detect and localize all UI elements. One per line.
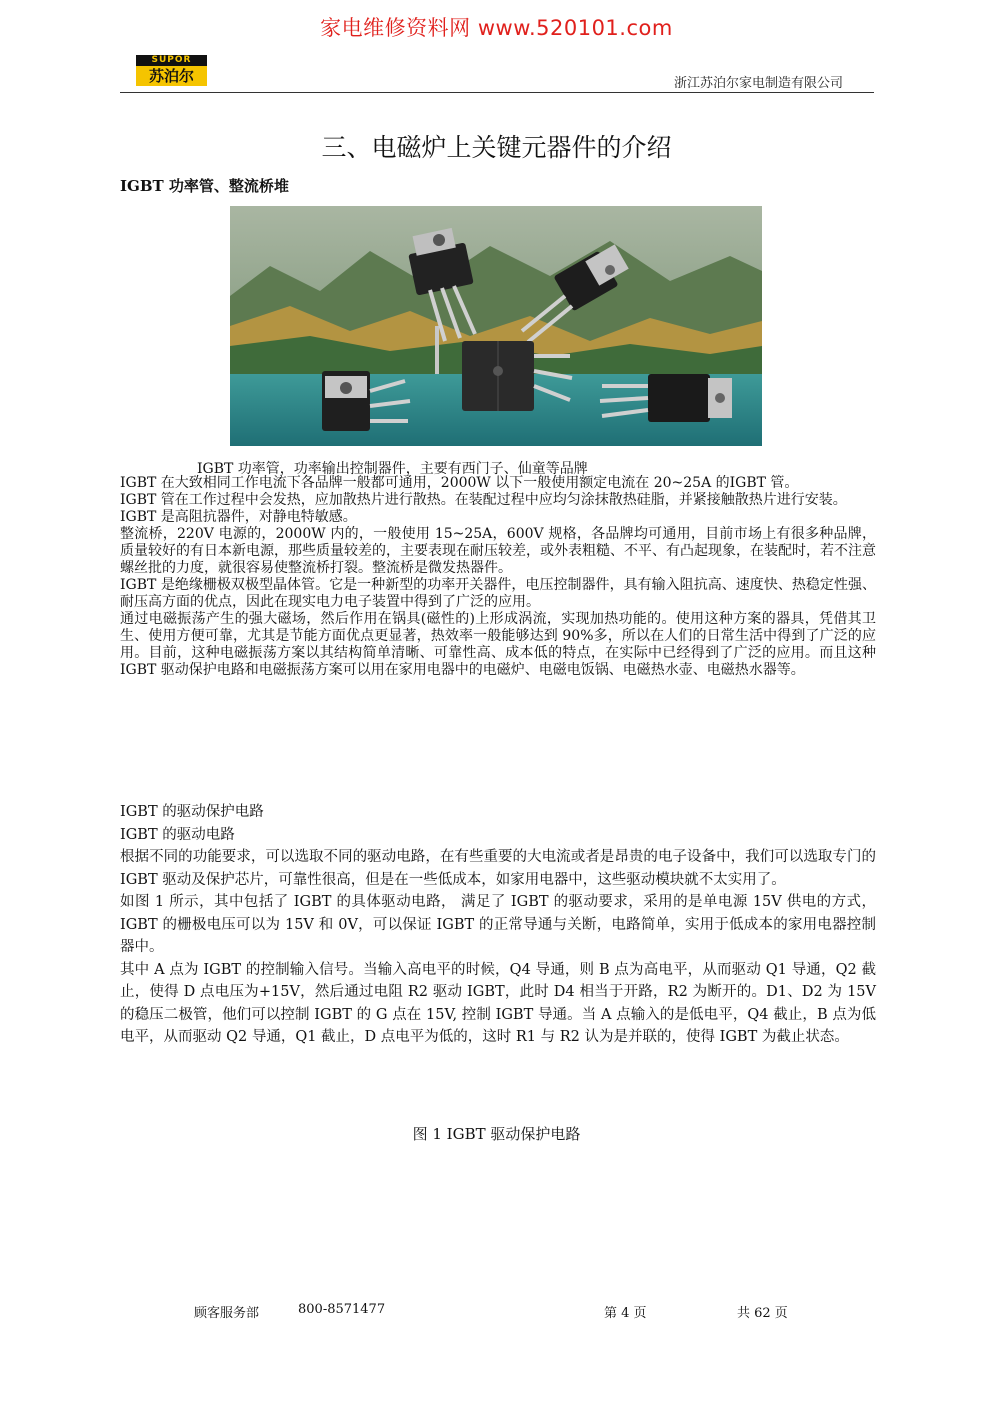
header-divider bbox=[120, 92, 874, 93]
paragraph: 其中 A 点为 IGBT 的控制输入信号。当输入高电平的时候，Q4 导通，则 B 点为高电平，从而驱动 Q1 导通，Q2 截止，使得 D 点电压为+15V，然后通过电阻 R2 驱动 IGBT，此时 D4 相当于开路，R2 为断开的。D1、D2 为 15V 的稳压二极管，他们可以控制 IGBT 的 G 点在 15V, 控制 IGBT 导通。当 A 点输入的是低电平，Q4 截止，B 点为低电平，从而驱动 Q2 导通，Q1 截止，D 点电平为低的，这时 R1 与 R2 认为是并联的，使得 IGBT 为截止状态。 bbox=[120, 961, 876, 1045]
paragraph: IGBT 在大致相同工作电流下各品牌一般都可通用，2000W 以下一般使用额定电流在 20~25A 的IGBT 管。 bbox=[120, 475, 799, 491]
igbt-components-photo bbox=[230, 206, 762, 446]
watermark: 家电维修资料网 www.520101.com bbox=[320, 16, 673, 40]
paragraph: IGBT 是绝缘栅极双极型晶体管。它是一种新型的功率开关器件，电压控制器件，具有输入阻抗高、速度快、热稳定性强、耐压高方面的优点，因此在现实电力电子装置中得到了广泛的应用。 bbox=[120, 577, 876, 610]
paragraph: 整流桥，220V 电源的，2000W 内的，一般使用 15~25A，600V 规格，各品牌均可通用，目前市场上有很多种品牌，质量较好的有日本新电源，那些质量较差的，主要表现在耐压较差，或外表粗糙、不平、有凸起现象，在装配时，若不注意螺丝批的力度，就很容易使整流桥打裂。整流桥是微发热器件。 bbox=[120, 526, 876, 576]
footer-page-number: 第 4 页 bbox=[604, 1306, 647, 1321]
driver-circuit-body bbox=[120, 801, 876, 1049]
footer-dept: 顾客服务部 bbox=[194, 1306, 260, 1321]
paragraph: 通过电磁振荡产生的强大磁场，然后作用在锅具(磁性的)上形成涡流，实现加热功能的。使用这种方案的器具，凭借其卫生、使用方便可靠，尤其是节能方面优点更显著，热效率一般能够达到 90%多，所以在人们的日常生活中得到了广泛的应用。目前，这种电磁振荡方案以其结构简单清晰、可靠性高、成本低的特点，在实际中已经得到了广泛的应用。而且这种 IGBT 驱动保护电路和电磁振荡方案可以用在家用电器中的电磁炉、电磁电饭锅、电磁热水壶、电磁热水器等。 bbox=[120, 611, 876, 678]
figure-caption: 图 1 IGBT 驱动保护电路 bbox=[412, 1125, 581, 1143]
section-heading: IGBT 的驱动电路 bbox=[120, 826, 235, 843]
intro-body bbox=[120, 475, 876, 679]
photo-caption: IGBT 功率管，功率输出控制器件，主要有西门子、仙童等品牌 bbox=[197, 461, 588, 477]
paragraph: IGBT 是高阻抗器件，对静电特敏感。 bbox=[120, 509, 357, 525]
footer-total-pages: 共 62 页 bbox=[737, 1306, 788, 1321]
paragraph: 如图 1 所示，其中包括了 IGBT 的具体驱动电路， 满足了 IGBT 的驱动要求，采用的是单电源 15V 供电的方式，IGBT 的栅极电压可以为 15V 和 0V，可以保证 IGBT 的正常导通与关断，电路简单，实用于低成本的家用电器控制器中。 bbox=[120, 894, 876, 955]
section-subheading: IGBT 功率管、整流桥堆 bbox=[120, 177, 289, 195]
paragraph: IGBT 管在工作过程中会发热，应加散热片进行散热。在装配过程中应均匀涂抹散热硅脂，并紧接触散热片进行安装。 bbox=[120, 492, 847, 508]
footer-phone: 800-8571477 bbox=[298, 1302, 386, 1317]
paragraph: 根据不同的功能要求，可以选取不同的驱动电路，在有些重要的大电流或者是昂贵的电子设备中，我们可以选取专门的 IGBT 驱动及保护芯片，可靠性很高，但是在一些低成本，如家用电器中，这些驱动模块就不太实用了。 bbox=[120, 849, 876, 888]
logo-top-text: SUPOR bbox=[136, 55, 207, 66]
page-title: 三、电磁炉上关键元器件的介绍 bbox=[321, 133, 672, 162]
section-heading: IGBT 的驱动保护电路 bbox=[120, 804, 264, 820]
supor-logo bbox=[136, 55, 207, 86]
logo-bottom-text: 苏泊尔 bbox=[136, 66, 207, 86]
company-name: 浙江苏泊尔家电制造有限公司 bbox=[673, 76, 843, 91]
